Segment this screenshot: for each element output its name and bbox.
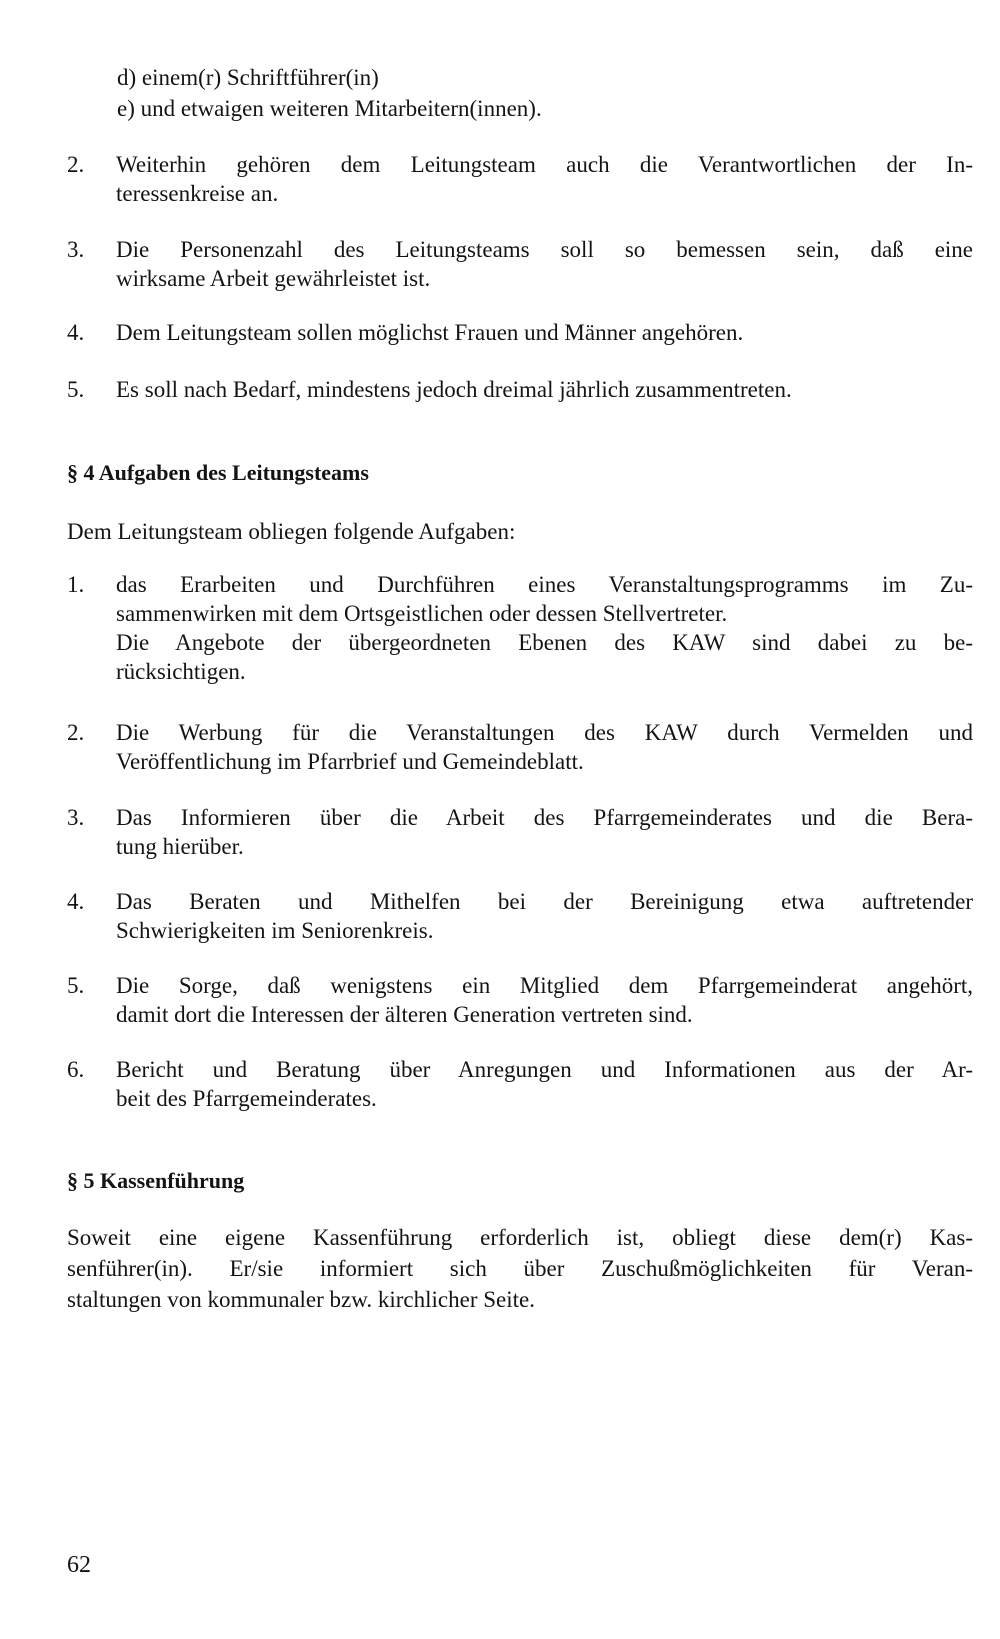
paragraph-line: staltungen von kommunaler bzw. kirchlicher Seite. [67, 1287, 535, 1312]
item-line: Bericht und Beratung über Anregungen und Informationen aus der Ar- [116, 1057, 973, 1082]
section-intro: Dem Leitungsteam obliegen folgende Aufgaben: [67, 519, 516, 544]
item-line: das Erarbeiten und Durchführen eines Veranstaltungsprogramms im Zu- [116, 572, 973, 597]
item-number: 6. [67, 1057, 85, 1082]
item-line: rücksichtigen. [116, 659, 246, 684]
list-item-5 [67, 375, 973, 404]
item-line: Die Sorge, daß wenigstens ein Mitglied dem Pfarrgemeinderat angehört, [116, 973, 973, 998]
paragraph-line: Soweit eine eigene Kassenführung erforderlich ist, obliegt diese dem(r) Kas- [67, 1225, 973, 1250]
item-number: 4. [67, 889, 85, 914]
item-line: beit des Pfarrgemeinderates. [116, 1086, 377, 1111]
list-item-4 [67, 887, 973, 945]
item-line: Die Angebote der übergeordneten Ebenen des KAW sind dabei zu be- [116, 630, 973, 655]
item-line: wirksame Arbeit gewährleistet ist. [116, 266, 431, 291]
list-item-2 [67, 150, 973, 208]
subitem-text: einem(r) Schriftführer(in) [141, 65, 379, 90]
item-number: 2. [67, 720, 85, 745]
list-item-6 [67, 1055, 973, 1113]
item-line: damit dort die Interessen der älteren Generation vertreten sind. [116, 1002, 693, 1027]
page-number: 62 [67, 1552, 91, 1578]
subitem-label: d) [117, 65, 137, 90]
subitem-label: e) [117, 96, 135, 121]
item-line: tung hierüber. [116, 834, 244, 859]
item-line: Weiterhin gehören dem Leitungsteam auch die Verantwortlichen der In- [116, 152, 973, 177]
item-number: 3. [67, 237, 85, 262]
item-line: Die Werbung für die Veranstaltungen des KAW durch Vermelden und [116, 720, 973, 745]
list-subitem-d [117, 62, 379, 93]
item-line: Das Beraten und Mithelfen bei der Bereinigung etwa auftretender [116, 889, 973, 914]
item-number: 2. [67, 152, 85, 177]
item-number: 5. [67, 973, 85, 998]
item-number: 5. [67, 377, 85, 402]
list-item-1 [67, 570, 973, 686]
item-line: sammenwirken mit dem Ortsgeistlichen oder dessen Stellvertreter. [116, 601, 728, 626]
item-line: teressenkreise an. [116, 181, 279, 206]
section-heading-5: § 5 Kassenführung [67, 1168, 245, 1193]
item-line: Das Informieren über die Arbeit des Pfarrgemeinderates und die Bera- [116, 805, 973, 830]
section-heading-4: § 4 Aufgaben des Leitungsteams [67, 460, 369, 485]
item-line: Veröffentlichung im Pfarrbrief und Gemeindeblatt. [116, 749, 584, 774]
list-subitem-e [117, 93, 542, 124]
list-item-4 [67, 318, 973, 347]
paragraph-line: senführer(in). Er/sie informiert sich über Zuschußmöglichkeiten für Veran- [67, 1256, 973, 1281]
item-line: Die Personenzahl des Leitungsteams soll so bemessen sein, daß eine [116, 237, 973, 262]
list-item-5 [67, 971, 973, 1029]
section-paragraph [67, 1222, 973, 1315]
item-line: Schwierigkeiten im Seniorenkreis. [116, 918, 434, 943]
item-number: 3. [67, 805, 85, 830]
list-item-2 [67, 718, 973, 776]
subitem-text: und etwaigen weiteren Mitarbeitern(innen). [140, 96, 542, 121]
item-number: 4. [67, 320, 85, 345]
item-line: Es soll nach Bedarf, mindestens jedoch dreimal jährlich zusammentreten. [116, 377, 792, 402]
item-line: Dem Leitungsteam sollen möglichst Frauen und Männer angehören. [116, 320, 744, 345]
item-number: 1. [67, 572, 85, 597]
list-item-3 [67, 235, 973, 293]
list-item-3 [67, 803, 973, 861]
